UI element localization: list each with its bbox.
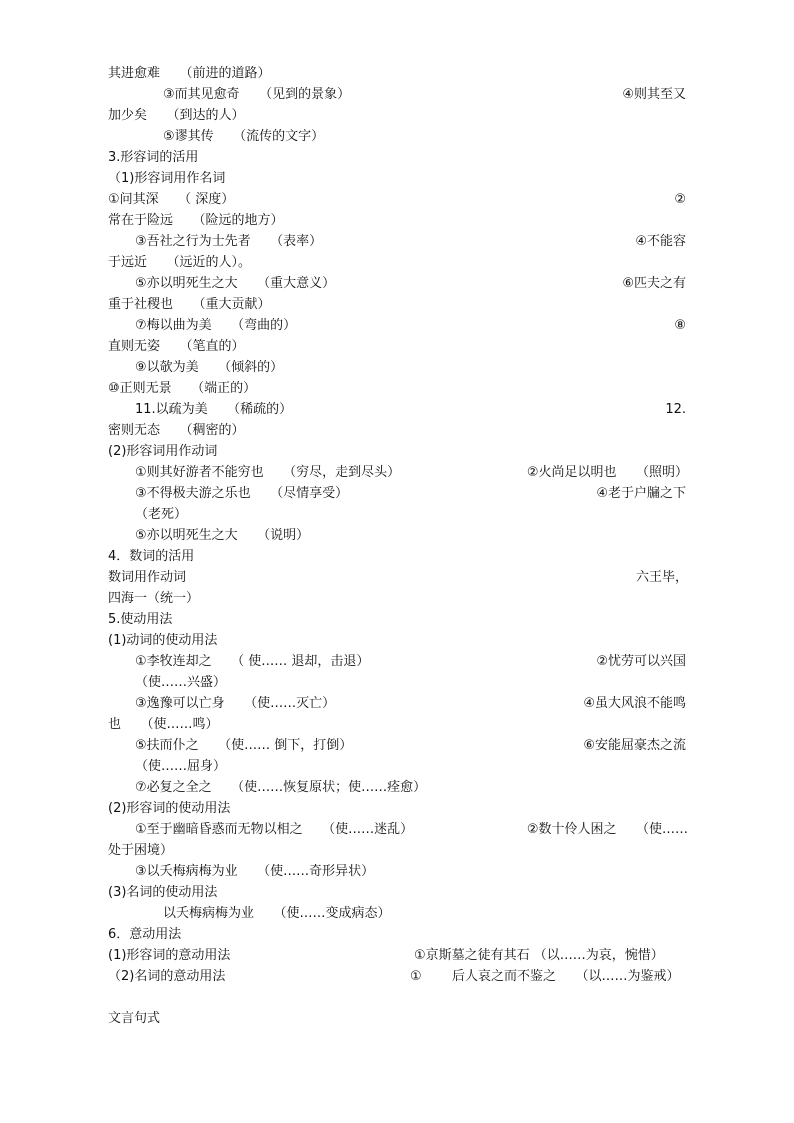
text-line: （1)形容词用作名词 <box>108 171 226 186</box>
text-line: (2)形容词用作动词 <box>108 444 218 459</box>
text-line: ⑤亦以明死生之大 （说明） <box>135 528 310 543</box>
text-line: ⑤扶而仆之 （使…… 倒下，打倒） <box>135 738 353 753</box>
text-line: ①问其深 （ 深度） <box>108 192 235 207</box>
text-line: (1)动词的使动用法 <box>108 633 218 648</box>
text-line: ③吾社之行为士先者 （表率） <box>135 234 323 249</box>
text-line: ④虽大风浪不能鸣 <box>583 696 686 711</box>
text-line: 直则无姿 （笔直的） <box>108 339 245 354</box>
text-line: ①至于幽暗昏惑而无物以相之 （使……迷乱） <box>135 822 414 837</box>
text-line: 后人哀之而不鉴之 （以……为鉴戒） <box>452 969 680 984</box>
text-line: ③逸豫可以亡身 （使……灭亡） <box>135 696 336 711</box>
text-line: 六王毕， <box>635 570 688 585</box>
text-line: ③以夭梅病梅为业 （使……奇形异状） <box>135 864 375 879</box>
text-line: 3.形容词的活用 <box>108 150 199 165</box>
text-line: ④老于户牖之下 <box>596 486 686 501</box>
text-line: ⑦梅以曲为美 （弯曲的） <box>135 318 297 333</box>
text-line: ④不能容 <box>635 234 686 249</box>
text-line: (3)名词的使动用法 <box>108 885 218 900</box>
text-line: (1)形容词的意动用法 <box>108 948 231 963</box>
section-heading: 文言句式 <box>108 1011 161 1026</box>
text-line: ②数十伶人困之 （使…… <box>526 822 688 837</box>
text-line: ③不得极夫游之乐也 （尽情享受） <box>135 486 349 501</box>
text-line: 其进愈难 （前进的道路） <box>108 66 271 81</box>
text-line: ⑥安能屈豪杰之流 <box>583 738 686 753</box>
text-line: 也 （使……鸣） <box>108 717 219 732</box>
text-line: （使……屈身） <box>135 759 227 774</box>
text-line: ⑤亦以明死生之大 （重大意义） <box>135 276 336 291</box>
text-line: ⑨以欹为美 （倾斜的） <box>135 360 284 375</box>
text-line: (2)形容词的使动用法 <box>108 801 231 816</box>
text-line: 加少矣 （到达的人） <box>108 108 245 123</box>
text-line: ② <box>674 192 686 207</box>
text-line: ②忧劳可以兴国 <box>596 654 686 669</box>
text-line: ①京斯墓之徒有其石 （以……为哀，惋惜） <box>414 948 664 963</box>
text-line: 11.以疏为美 （稀疏的） <box>135 402 293 417</box>
text-line: ①李牧连却之 （ 使…… 退却，击退） <box>135 654 370 669</box>
text-line: （2)名词的意动用法 <box>108 969 226 984</box>
text-line: ⑧ <box>674 318 686 333</box>
text-line: 四海一（统一） <box>108 591 200 606</box>
text-line: ⑤谬其传 （流传的文字） <box>163 129 325 144</box>
text-line: 数词用作动词 <box>108 570 187 585</box>
text-line: 于远近 （远近的人）。 <box>108 255 252 270</box>
text-line: （老死） <box>135 507 188 522</box>
text-line: ④则其至又 <box>622 87 686 102</box>
text-line: ⑥匹夫之有 <box>622 276 686 291</box>
text-line: 6．意动用法 <box>108 927 182 942</box>
text-line: ①则其好游者不能穷也 （穷尽，走到尽头） <box>135 465 401 480</box>
text-line: ① <box>410 969 422 984</box>
text-line: 重于社稷也 （重大贡献） <box>108 297 271 312</box>
text-line: 常在于险远 （险远的地方） <box>108 213 284 228</box>
text-line: ③而其见愈奇 （见到的景象） <box>163 87 351 102</box>
text-line: ⑩正则无景 （端正的） <box>108 381 257 396</box>
text-line: ②火尚足以明也 （照明） <box>526 465 688 480</box>
text-line: 12. <box>665 402 686 417</box>
text-line: 以夭梅病梅为业 （使……变成病态） <box>163 906 391 921</box>
text-line: 密则无态 （稠密的） <box>108 423 245 438</box>
text-line: 处于困境） <box>108 843 174 858</box>
text-line: 4．数词的活用 <box>108 549 195 564</box>
text-line: （使……兴盛） <box>135 675 227 690</box>
text-line: ⑦必复之全之 （使……恢复原状；使……痊愈） <box>135 780 427 795</box>
text-line: 5.使动用法 <box>108 612 173 627</box>
